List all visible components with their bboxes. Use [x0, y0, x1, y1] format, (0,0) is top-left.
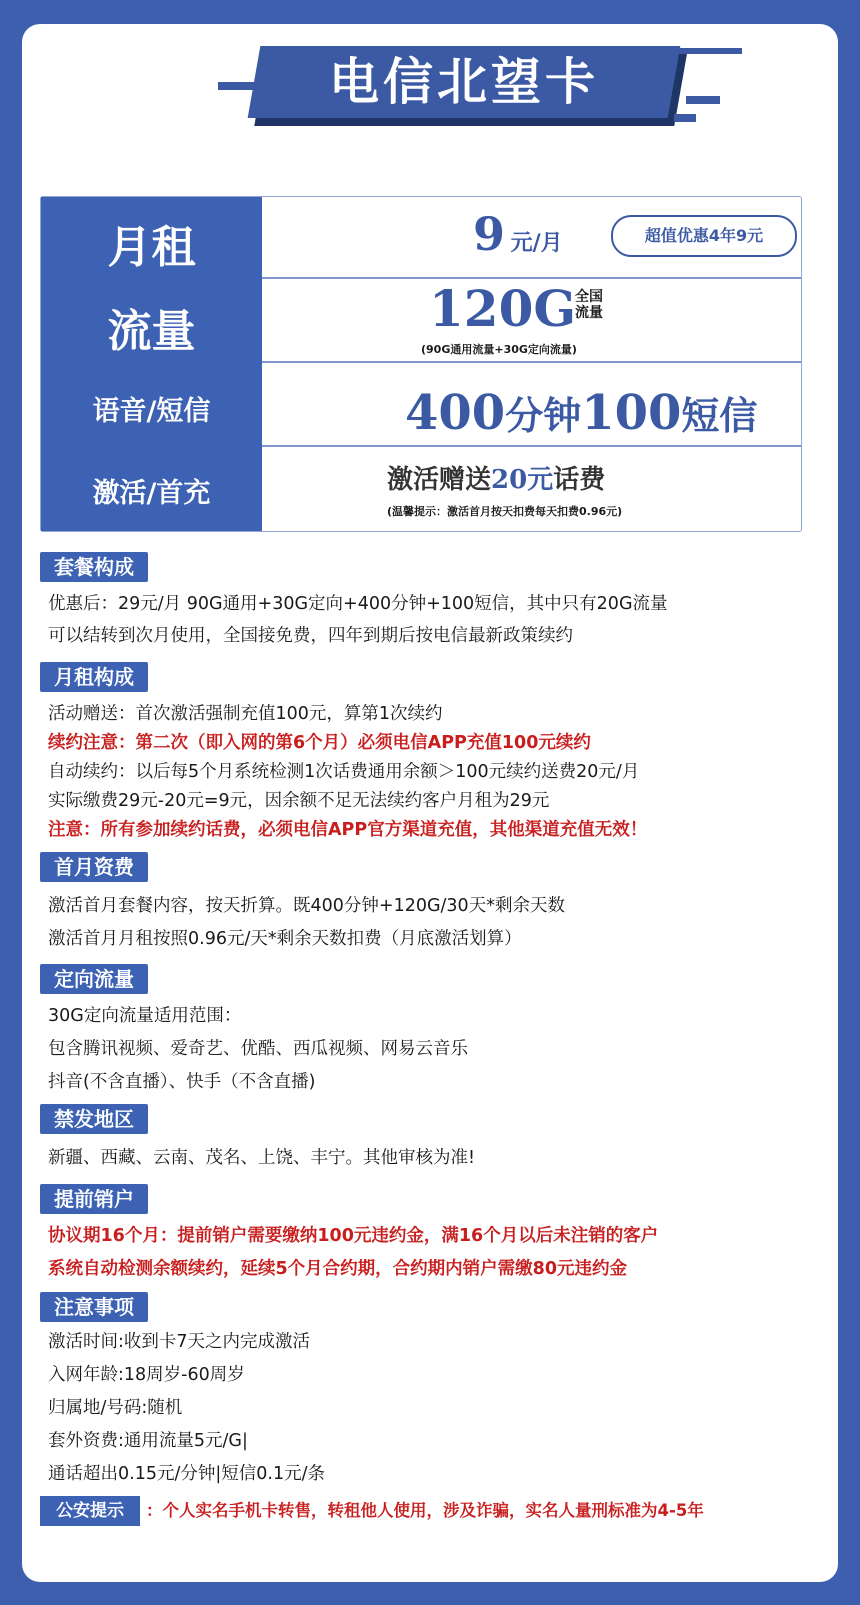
activation-gift: [387, 459, 605, 496]
activation-gift-post: 话费: [553, 465, 606, 495]
section-line: 活动赠送：首次激活强制充值100元，算第1次续约: [48, 704, 443, 724]
plan-table: [40, 196, 802, 532]
section-line: 可以结转到次月使用，全国接免费，四年到期后按电信最新政策续约: [48, 626, 573, 646]
promo-badge: 超值优惠4年9元: [611, 215, 797, 257]
banner-bar-right: [686, 96, 720, 104]
voice-sms-amount: [405, 385, 757, 441]
data-note: (90G通用流量+30G定向流量): [421, 343, 577, 356]
data-amount: 120G: [429, 279, 577, 338]
police-notice-text: ：个人实名手机卡转售，转租他人使用，涉及诈骗，实名人量刑标准为4-5年: [146, 1501, 704, 1520]
voice-minutes-unit: 分钟: [505, 393, 582, 438]
section-line: 30G定向流量适用范围：: [48, 1006, 242, 1026]
section-line: 实际缴费29元-20元=9元，因余额不足无法续约客户月租为29元: [48, 791, 550, 811]
section-line: 包含腾讯视频、爱奇艺、优酷、西瓜视频、网易云音乐: [48, 1039, 468, 1059]
data-scope-line1: 全国: [575, 289, 603, 305]
section-line: 抖音(不含直播）、快手（不含直播): [48, 1072, 316, 1092]
section-line: 通话超出0.15元/分钟|短信0.1元/条: [48, 1464, 325, 1484]
section-title-monthly: 月租构成: [40, 662, 148, 692]
section-line-red: 续约注意：第二次（即入网的第6个月）必须电信APP充值100元续约: [48, 733, 591, 753]
section-line: 新疆、西藏、云南、茂名、上饶、丰宁。其他审核为准!: [48, 1148, 476, 1168]
data-scope-line2: 流量: [575, 305, 603, 321]
divider-3: [262, 445, 801, 447]
section-line: 激活首月套餐内容，按天折算。既400分钟+120G/30天*剩余天数: [48, 896, 565, 916]
section-title-first-month: 首月资费: [40, 852, 148, 882]
activation-note: (温馨提示：激活首月按天扣费每天扣费0.96元): [387, 505, 623, 518]
label-voice-sms: 语音/短信: [92, 396, 211, 427]
section-line: 套外资费:通用流量5元/G|: [48, 1431, 248, 1451]
section-line-red: 注意：所有参加续约话费，必须电信APP官方渠道充值，其他渠道充值无效！: [48, 820, 648, 840]
monthly-price: [473, 207, 563, 261]
activation-gift-pre: 激活赠送: [387, 465, 492, 495]
voice-minutes: 400: [405, 385, 506, 441]
label-monthly-fee: 月租: [107, 222, 196, 273]
price-number: 9: [473, 207, 506, 261]
section-line: 优惠后：29元/月 90G通用+30G定向+400分钟+100短信，其中只有20G流量: [48, 594, 668, 614]
section-line: 激活首月月租按照0.96元/天*剩余天数扣费（月底激活划算）: [48, 929, 522, 949]
label-data: 流量: [107, 306, 196, 357]
section-title-plan: 套餐构成: [40, 552, 148, 582]
divider-2: [262, 361, 801, 363]
sms-count: 100: [581, 385, 682, 441]
section-line-red: 协议期16个月：提前销户需要缴纳100元违约金，满16个月以后未注销的客户: [48, 1226, 659, 1246]
price-unit: 元/月: [510, 230, 563, 256]
section-line: 入网年龄:18周岁-60周岁: [48, 1365, 245, 1385]
section-title-notes: 注意事项: [40, 1292, 148, 1322]
section-line: 激活时间:收到卡7天之内完成激活: [48, 1332, 311, 1352]
data-scope: [575, 289, 603, 321]
banner-bar-right-2: [674, 114, 696, 122]
section-line: 自动续约：以后每5个月系统检测1次话费通用余额＞100元续约送费20元/月: [48, 762, 640, 782]
section-title-directed-data: 定向流量: [40, 964, 148, 994]
poster-card: [22, 24, 838, 1582]
police-notice-title: 公安提示: [40, 1496, 140, 1526]
section-line: 归属地/号码:随机: [48, 1398, 183, 1418]
sms-unit: 短信: [681, 393, 758, 438]
section-title-early-cancel: 提前销户: [40, 1184, 148, 1214]
section-title-restricted-areas: 禁发地区: [40, 1104, 148, 1134]
label-activation: 激活/首充: [92, 478, 211, 509]
page-title: 电信北望卡: [329, 52, 599, 111]
activation-gift-amount: 20元: [491, 465, 554, 495]
section-line-red: 系统自动检测余额续约，延续5个月合约期，合约期内销户需缴80元违约金: [48, 1259, 628, 1279]
